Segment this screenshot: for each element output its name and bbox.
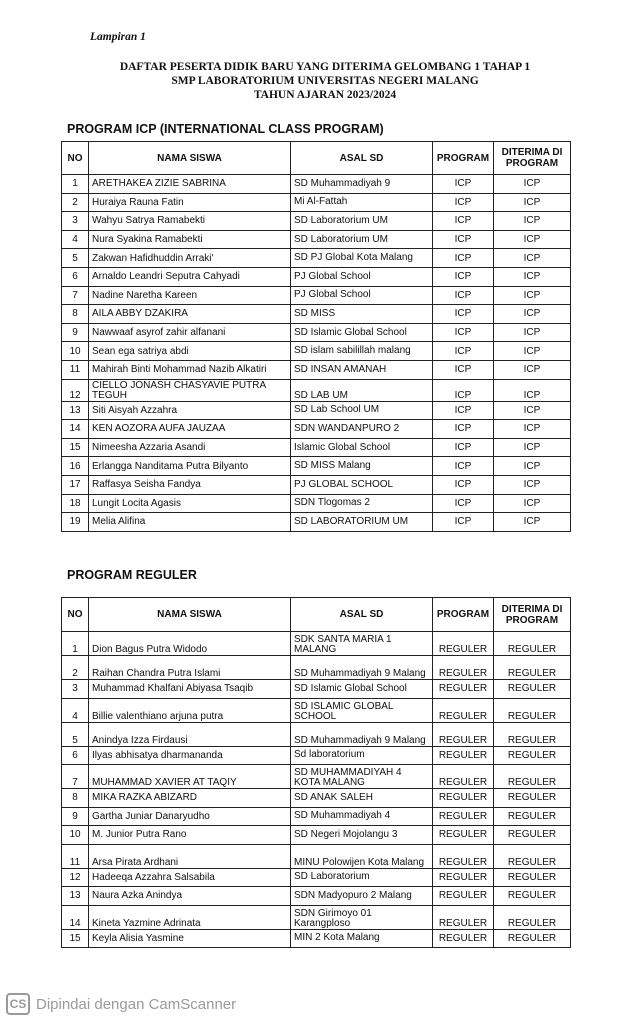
row-number: 6 — [62, 267, 89, 286]
row-number: 5 — [62, 722, 89, 746]
student-name: Anindya Izza Firdausi — [89, 722, 291, 746]
accepted-program-cell: ICP — [494, 401, 571, 420]
student-name: Mahirah Binti Mohammad Nazib Alkatiri — [89, 360, 291, 379]
origin-school: SD Muhammadiyah 4 — [291, 807, 433, 826]
table-row — [62, 342, 571, 361]
program-cell: REGULER — [433, 789, 494, 808]
accepted-program-cell: ICP — [494, 360, 571, 379]
heading-line-3: TAHUN AJARAN 2023/2024 — [253, 89, 397, 101]
row-number: 18 — [62, 494, 89, 513]
student-name: Arsa Pirata Ardhani — [89, 844, 291, 868]
row-number: 8 — [62, 789, 89, 808]
row-number: 17 — [62, 475, 89, 494]
student-name: MUHAMMAD XAVIER AT TAQIY — [89, 765, 291, 789]
origin-school: Sd laboratorium — [291, 746, 433, 765]
accepted-program-cell: REGULER — [494, 765, 571, 789]
row-number: 9 — [62, 323, 89, 342]
origin-school: SD ANAK SALEH — [291, 789, 433, 808]
table-row — [62, 868, 571, 887]
accepted-program-cell: ICP — [494, 267, 571, 286]
table-row — [62, 656, 571, 680]
program-cell: REGULER — [433, 929, 494, 948]
origin-school: SD Laboratorium UM — [291, 230, 433, 249]
table-row — [62, 212, 571, 231]
table-row — [62, 887, 571, 906]
row-number: 15 — [62, 438, 89, 457]
accepted-program-cell: REGULER — [494, 632, 571, 656]
student-name: Wahyu Satrya Ramabekti — [89, 212, 291, 231]
col-header-accepted: DITERIMA DI PROGRAM — [494, 142, 571, 175]
accepted-program-cell: ICP — [494, 175, 571, 194]
origin-school: SD MUHAMMADIYAH 4 KOTA MALANG — [291, 765, 433, 789]
accepted-program-cell: ICP — [494, 323, 571, 342]
table-row — [62, 680, 571, 699]
table-row — [62, 698, 571, 722]
student-name: Billie valenthiano arjuna putra — [89, 698, 291, 722]
student-name: Muhammad Khalfani Abiyasa Tsaqib — [89, 680, 291, 699]
table-row — [62, 765, 571, 789]
program-cell: ICP — [433, 513, 494, 532]
program-cell: ICP — [433, 175, 494, 194]
table-row — [62, 360, 571, 379]
accepted-program-cell: REGULER — [494, 698, 571, 722]
row-number: 13 — [62, 401, 89, 420]
table-row — [62, 457, 571, 476]
origin-school: SD PJ Global Kota Malang — [291, 249, 433, 268]
accepted-program-cell: ICP — [494, 286, 571, 305]
row-number: 14 — [62, 420, 89, 439]
program-cell: ICP — [433, 475, 494, 494]
student-name: Kineta Yazmine Adrinata — [89, 905, 291, 929]
table-row — [62, 746, 571, 765]
col-header-name: NAMA SISWA — [89, 598, 291, 632]
origin-school: SD Islamic Global School — [291, 323, 433, 342]
origin-school: SDN Tlogomas 2 — [291, 494, 433, 513]
student-name: Ilyas abhisatya dharmananda — [89, 746, 291, 765]
table-row — [62, 249, 571, 268]
origin-school: PJ Global School — [291, 286, 433, 305]
row-number: 2 — [62, 193, 89, 212]
row-number: 4 — [62, 698, 89, 722]
table-row — [62, 230, 571, 249]
footer-text: Dipindai dengan CamScanner — [36, 995, 237, 1013]
heading-line-1: DAFTAR PESERTA DIDIK BARU YANG DITERIMA GELOMBANG 1 TAHAP 1 — [119, 61, 531, 73]
reguler-table-header — [62, 598, 571, 632]
student-name: Nawwaaf asyrof zahir alfanani — [89, 323, 291, 342]
origin-school: MIN 2 Kota Malang — [291, 929, 433, 948]
origin-school: SD LAB UM — [291, 379, 433, 401]
accepted-program-cell: REGULER — [494, 807, 571, 826]
program-cell: ICP — [433, 212, 494, 231]
row-number: 1 — [62, 175, 89, 194]
reguler-section-title: PROGRAM REGULER — [67, 568, 197, 582]
program-cell: REGULER — [433, 807, 494, 826]
accepted-program-cell: REGULER — [494, 826, 571, 845]
col-header-school: ASAL SD — [291, 142, 433, 175]
row-number: 7 — [62, 286, 89, 305]
origin-school: Islamic Global School — [291, 438, 433, 457]
row-number: 1 — [62, 632, 89, 656]
program-cell: ICP — [433, 360, 494, 379]
row-number: 3 — [62, 212, 89, 231]
program-cell: REGULER — [433, 905, 494, 929]
origin-school: SD Laboratorium UM — [291, 212, 433, 231]
accepted-program-cell: ICP — [494, 230, 571, 249]
origin-school: SD MISS — [291, 305, 433, 324]
program-cell: REGULER — [433, 698, 494, 722]
accepted-program-cell: ICP — [494, 494, 571, 513]
camscanner-logo-icon: CS — [6, 993, 30, 1015]
program-cell: REGULER — [433, 680, 494, 699]
program-cell: ICP — [433, 267, 494, 286]
col-header-program: PROGRAM — [433, 142, 494, 175]
accepted-program-cell: ICP — [494, 513, 571, 532]
origin-school: SDN Madyopuro 2 Malang — [291, 887, 433, 906]
table-row — [62, 323, 571, 342]
origin-school: SDK SANTA MARIA 1 MALANG — [291, 632, 433, 656]
program-cell: REGULER — [433, 844, 494, 868]
accepted-program-cell: ICP — [494, 420, 571, 439]
row-number: 14 — [62, 905, 89, 929]
origin-school: SD MISS Malang — [291, 457, 433, 476]
camscanner-footer — [6, 992, 236, 1016]
row-number: 11 — [62, 844, 89, 868]
student-name: Zakwan Hafidhuddin Arraki' — [89, 249, 291, 268]
icp-table — [61, 141, 571, 532]
row-number: 8 — [62, 305, 89, 324]
row-number: 19 — [62, 513, 89, 532]
student-name: Naura Azka Anindya — [89, 887, 291, 906]
student-name: Nimeesha Azzaria Asandi — [89, 438, 291, 457]
row-number: 12 — [62, 379, 89, 401]
row-number: 4 — [62, 230, 89, 249]
col-header-accepted: DITERIMA DI PROGRAM — [494, 598, 571, 632]
table-row — [62, 844, 571, 868]
row-number: 11 — [62, 360, 89, 379]
student-name: Siti Aisyah Azzahra — [89, 401, 291, 420]
student-name: CIELLO JONASH CHASYAVIE PUTRA TEGUH — [89, 379, 291, 401]
accepted-program-cell: REGULER — [494, 789, 571, 808]
origin-school: SD Negeri Mojolangu 3 — [291, 826, 433, 845]
accepted-program-cell: ICP — [494, 475, 571, 494]
student-name: KEN AOZORA AUFA JAUZAA — [89, 420, 291, 439]
student-name: Hadeeqa Azzahra Salsabila — [89, 868, 291, 887]
table-row — [62, 267, 571, 286]
col-header-no: NO — [62, 598, 89, 632]
origin-school: SD Islamic Global School — [291, 680, 433, 699]
table-row — [62, 438, 571, 457]
accepted-program-cell: ICP — [494, 193, 571, 212]
student-name: Huraiya Rauna Fatin — [89, 193, 291, 212]
student-name: Melia Alifina — [89, 513, 291, 532]
program-cell: ICP — [433, 457, 494, 476]
origin-school: SD Muhammadiyah 9 — [291, 175, 433, 194]
student-name: Dion Bagus Putra Widodo — [89, 632, 291, 656]
accepted-program-cell: REGULER — [494, 722, 571, 746]
student-name: AILA ABBY DZAKIRA — [89, 305, 291, 324]
program-cell: ICP — [433, 401, 494, 420]
accepted-program-cell: REGULER — [494, 680, 571, 699]
accepted-program-cell: ICP — [494, 212, 571, 231]
student-name: M. Junior Putra Rano — [89, 826, 291, 845]
program-cell: ICP — [433, 305, 494, 324]
row-number: 15 — [62, 929, 89, 948]
origin-school: SD Muhammadiyah 9 Malang — [291, 656, 433, 680]
accepted-program-cell: ICP — [494, 379, 571, 401]
program-cell: ICP — [433, 342, 494, 361]
student-name: Lungit Locita Agasis — [89, 494, 291, 513]
student-name: MIKA RAZKA ABIZARD — [89, 789, 291, 808]
program-cell: ICP — [433, 193, 494, 212]
student-name: Arnaldo Leandri Seputra Cahyadi — [89, 267, 291, 286]
row-number: 9 — [62, 807, 89, 826]
table-row — [62, 789, 571, 808]
table-row — [62, 632, 571, 656]
student-name: Raffasya Seisha Fandya — [89, 475, 291, 494]
accepted-program-cell: REGULER — [494, 868, 571, 887]
student-name: Nadine Naretha Kareen — [89, 286, 291, 305]
accepted-program-cell: ICP — [494, 457, 571, 476]
program-cell: REGULER — [433, 746, 494, 765]
table-row — [62, 193, 571, 212]
col-header-program: PROGRAM — [433, 598, 494, 632]
origin-school: SD ISLAMIC GLOBAL SCHOOL — [291, 698, 433, 722]
origin-school: MINU Polowijen Kota Malang — [291, 844, 433, 868]
program-cell: REGULER — [433, 632, 494, 656]
program-cell: ICP — [433, 286, 494, 305]
table-row — [62, 401, 571, 420]
table-row — [62, 175, 571, 194]
table-row — [62, 513, 571, 532]
program-cell: ICP — [433, 230, 494, 249]
icp-section-title: PROGRAM ICP (INTERNATIONAL CLASS PROGRAM) — [67, 122, 384, 136]
row-number: 10 — [62, 826, 89, 845]
student-name: Erlangga Nanditama Putra Bilyanto — [89, 457, 291, 476]
program-cell: ICP — [433, 379, 494, 401]
accepted-program-cell: REGULER — [494, 656, 571, 680]
row-number: 13 — [62, 887, 89, 906]
table-row — [62, 722, 571, 746]
accepted-program-cell: REGULER — [494, 844, 571, 868]
accepted-program-cell: REGULER — [494, 905, 571, 929]
origin-school: SD islam sabilillah malang — [291, 342, 433, 361]
program-cell: REGULER — [433, 826, 494, 845]
col-header-no: NO — [62, 142, 89, 175]
col-header-school: ASAL SD — [291, 598, 433, 632]
table-row — [62, 494, 571, 513]
reguler-table — [61, 597, 571, 948]
origin-school: SDN WANDANPURO 2 — [291, 420, 433, 439]
row-number: 2 — [62, 656, 89, 680]
student-name: Gartha Juniar Danaryudho — [89, 807, 291, 826]
row-number: 5 — [62, 249, 89, 268]
attachment-label: Lampiran 1 — [90, 31, 146, 43]
table-row — [62, 905, 571, 929]
student-name: Raihan Chandra Putra Islami — [89, 656, 291, 680]
program-cell: ICP — [433, 494, 494, 513]
program-cell: REGULER — [433, 722, 494, 746]
origin-school: SD Lab School UM — [291, 401, 433, 420]
table-row — [62, 929, 571, 948]
program-cell: REGULER — [433, 887, 494, 906]
origin-school: SD INSAN AMANAH — [291, 360, 433, 379]
program-cell: ICP — [433, 249, 494, 268]
row-number: 12 — [62, 868, 89, 887]
col-header-name: NAMA SISWA — [89, 142, 291, 175]
table-row — [62, 305, 571, 324]
table-row — [62, 379, 571, 401]
student-name: Nura Syakina Ramabekti — [89, 230, 291, 249]
row-number: 10 — [62, 342, 89, 361]
document-heading — [60, 60, 590, 102]
icp-table-header — [62, 142, 571, 175]
accepted-program-cell: REGULER — [494, 746, 571, 765]
accepted-program-cell: ICP — [494, 438, 571, 457]
program-cell: REGULER — [433, 765, 494, 789]
accepted-program-cell: REGULER — [494, 887, 571, 906]
origin-school: SD Muhammadiyah 9 Malang — [291, 722, 433, 746]
table-row — [62, 826, 571, 845]
origin-school: SDN Girimoyo 01 Karangploso — [291, 905, 433, 929]
student-name: Sean ega satriya abdi — [89, 342, 291, 361]
row-number: 7 — [62, 765, 89, 789]
accepted-program-cell: ICP — [494, 249, 571, 268]
program-cell: ICP — [433, 323, 494, 342]
table-row — [62, 286, 571, 305]
table-row — [62, 807, 571, 826]
program-cell: ICP — [433, 438, 494, 457]
origin-school: SD LABORATORIUM UM — [291, 513, 433, 532]
table-row — [62, 420, 571, 439]
origin-school: PJ GLOBAL SCHOOL — [291, 475, 433, 494]
origin-school: PJ Global School — [291, 267, 433, 286]
origin-school: SD Laboratorium — [291, 868, 433, 887]
origin-school: Mi Al-Fattah — [291, 193, 433, 212]
accepted-program-cell: ICP — [494, 305, 571, 324]
row-number: 6 — [62, 746, 89, 765]
accepted-program-cell: ICP — [494, 342, 571, 361]
row-number: 16 — [62, 457, 89, 476]
program-cell: REGULER — [433, 656, 494, 680]
row-number: 3 — [62, 680, 89, 699]
program-cell: REGULER — [433, 868, 494, 887]
table-row — [62, 475, 571, 494]
student-name: ARETHAKEA ZIZIE SABRINA — [89, 175, 291, 194]
heading-line-2: SMP LABORATORIUM UNIVERSITAS NEGERI MALANG — [171, 75, 479, 87]
student-name: Keyla Alisia Yasmine — [89, 929, 291, 948]
program-cell: ICP — [433, 420, 494, 439]
accepted-program-cell: REGULER — [494, 929, 571, 948]
